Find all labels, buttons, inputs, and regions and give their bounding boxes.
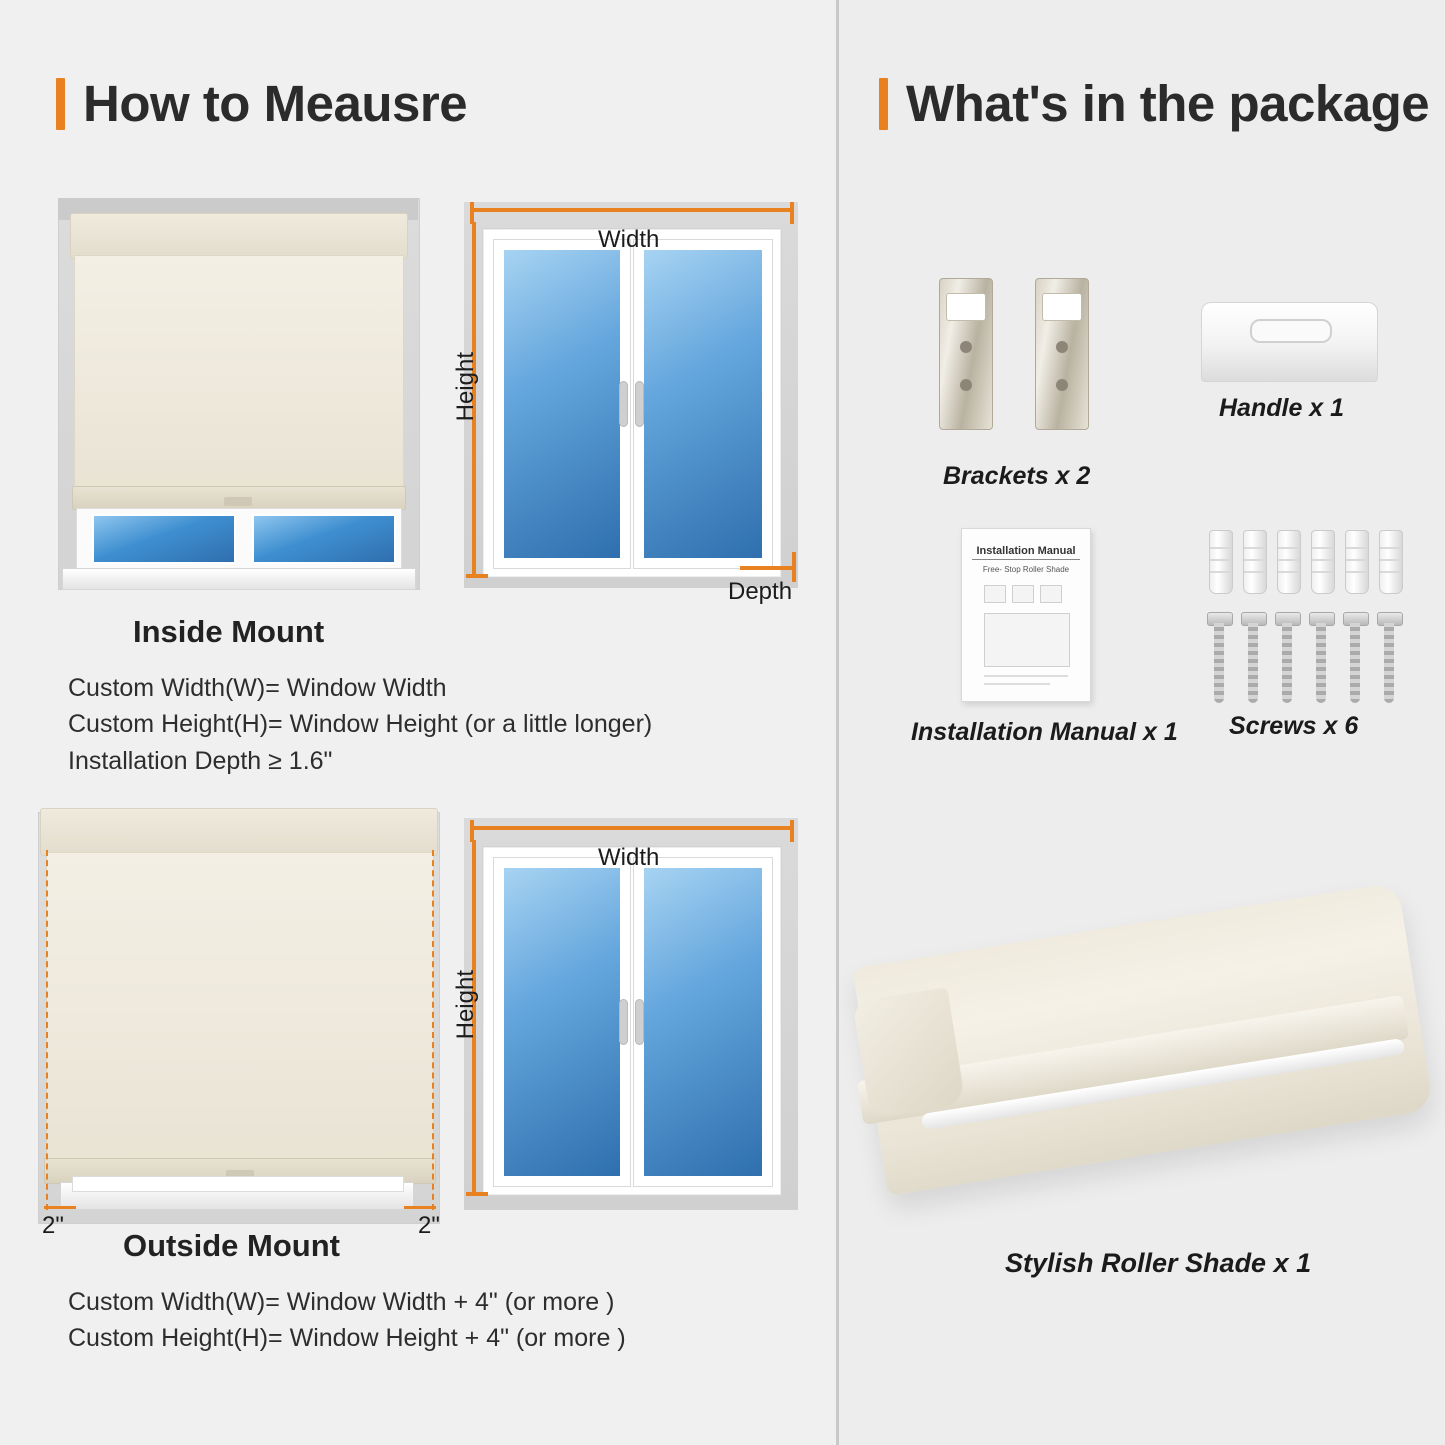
overhang-tick-left [44, 1206, 76, 1209]
bracket-1-notch [946, 293, 986, 321]
wall-anchor-6 [1379, 530, 1403, 594]
wall-anchor-2 [1243, 530, 1267, 594]
wall-anchor-1 [1209, 530, 1233, 594]
bracket-2-icon [1035, 278, 1089, 430]
package-heading [879, 74, 1429, 133]
outside-glass-pane-left [504, 868, 620, 1176]
manual-thumb-1 [984, 585, 1006, 603]
glass-pane-right [644, 250, 762, 558]
depth-tick [792, 552, 796, 582]
manual-caption: Installation Manual x 1 [911, 718, 1178, 746]
window-pane-left [92, 514, 236, 564]
how-to-measure-heading [56, 74, 467, 133]
inside-line-3: Installation Depth ≥ 1.6" [68, 746, 333, 775]
accent-bar-right [879, 78, 888, 130]
manual-cover-title: Installation Manual [972, 545, 1080, 560]
outside-shade-fabric [46, 852, 434, 1164]
accent-bar [56, 78, 65, 130]
handle-icon [1201, 302, 1378, 382]
screw-6 [1381, 612, 1397, 704]
width-dimension-line [470, 208, 794, 212]
how-to-measure-title: How to Meausre [83, 75, 468, 132]
inside-line-1: Custom Width(W)= Window Width [68, 674, 447, 702]
outside-width-tick-right [790, 820, 794, 842]
bracket-1-hole-top [960, 341, 972, 353]
bracket-2-hole-bottom [1056, 379, 1068, 391]
outside-window-frame-edge [72, 1176, 404, 1192]
bracket-1-icon [939, 278, 993, 430]
outside-mount-title: Outside Mount [123, 1228, 340, 1263]
screw-1 [1211, 612, 1227, 704]
outside-shade-cassette [40, 808, 438, 856]
handle-caption: Handle x 1 [1219, 394, 1345, 422]
shade-fabric [74, 255, 404, 490]
outside-height-tick-bottom [466, 1192, 488, 1196]
screw-5 [1347, 612, 1363, 704]
outside-window-handle-left [620, 1000, 627, 1044]
shade-cassette [70, 213, 408, 259]
roller-shade-product [849, 862, 1435, 1252]
roller-shade-end-cap [852, 987, 965, 1119]
overhang-label-right: 2" [418, 1212, 440, 1239]
window-sash-right [634, 240, 772, 568]
screw-3 [1279, 612, 1295, 704]
wall-anchor-3 [1277, 530, 1301, 594]
screw-4 [1313, 612, 1329, 704]
width-tick-left [470, 202, 474, 224]
outside-window-handle-right [636, 1000, 643, 1044]
handle-slot [1250, 319, 1332, 343]
height-label: Height [452, 352, 479, 422]
glass-pane-left [504, 250, 620, 558]
overhang-tick-right [404, 1206, 436, 1209]
bracket-1-hole-bottom [960, 379, 972, 391]
wall-anchor-5 [1345, 530, 1369, 594]
outside-line-1: Custom Width(W)= Window Width + 4" (or more ) [68, 1288, 615, 1316]
outside-width-label: Width [598, 844, 660, 871]
bracket-2-hole-top [1056, 341, 1068, 353]
depth-dimension-line [740, 566, 796, 570]
screws-caption: Screws x 6 [1229, 712, 1359, 740]
outside-glass-pane-right [644, 868, 762, 1176]
window-handle-right [636, 382, 643, 426]
depth-label: Depth [728, 578, 793, 605]
manual-text-line-2 [984, 683, 1050, 685]
package-contents-panel [839, 0, 1445, 1445]
installation-manual-icon [961, 528, 1091, 702]
window-handle-left [620, 382, 627, 426]
brackets-caption: Brackets x 2 [943, 462, 1091, 490]
outside-line-2: Custom Height(H)= Window Height + 4" (or more ) [68, 1324, 626, 1353]
package-title: What's in the package [906, 75, 1430, 132]
height-tick-bottom [466, 574, 488, 578]
manual-cover-subtitle: Free- Stop Roller Shade [982, 565, 1070, 574]
manual-thumb-2 [1012, 585, 1034, 603]
window-pane-right [252, 514, 396, 564]
manual-figure [984, 613, 1070, 667]
bracket-2-notch [1042, 293, 1082, 321]
width-label: Width [598, 226, 660, 253]
wall-anchor-4 [1311, 530, 1335, 594]
width-tick-right [790, 202, 794, 224]
screw-2 [1245, 612, 1261, 704]
roller-shade-caption: Stylish Roller Shade x 1 [1005, 1248, 1312, 1278]
window-sill [62, 568, 416, 590]
inside-line-2: Custom Height(H)= Window Height (or a little longer) [68, 710, 653, 739]
outside-window-sash-left [494, 858, 630, 1186]
inside-mount-title: Inside Mount [133, 614, 325, 649]
outside-width-dimension-line [470, 826, 794, 830]
outside-window-sash-right [634, 858, 772, 1186]
manual-thumb-3 [1040, 585, 1062, 603]
overhang-guide-left [46, 850, 48, 1210]
manual-text-line-1 [984, 675, 1068, 677]
bottom-rail-tab [224, 497, 252, 506]
outside-height-label: Height [452, 970, 479, 1040]
overhang-label-left: 2" [42, 1212, 64, 1239]
overhang-guide-right [432, 850, 434, 1210]
window-sash-left [494, 240, 630, 568]
outside-width-tick-left [470, 820, 474, 842]
